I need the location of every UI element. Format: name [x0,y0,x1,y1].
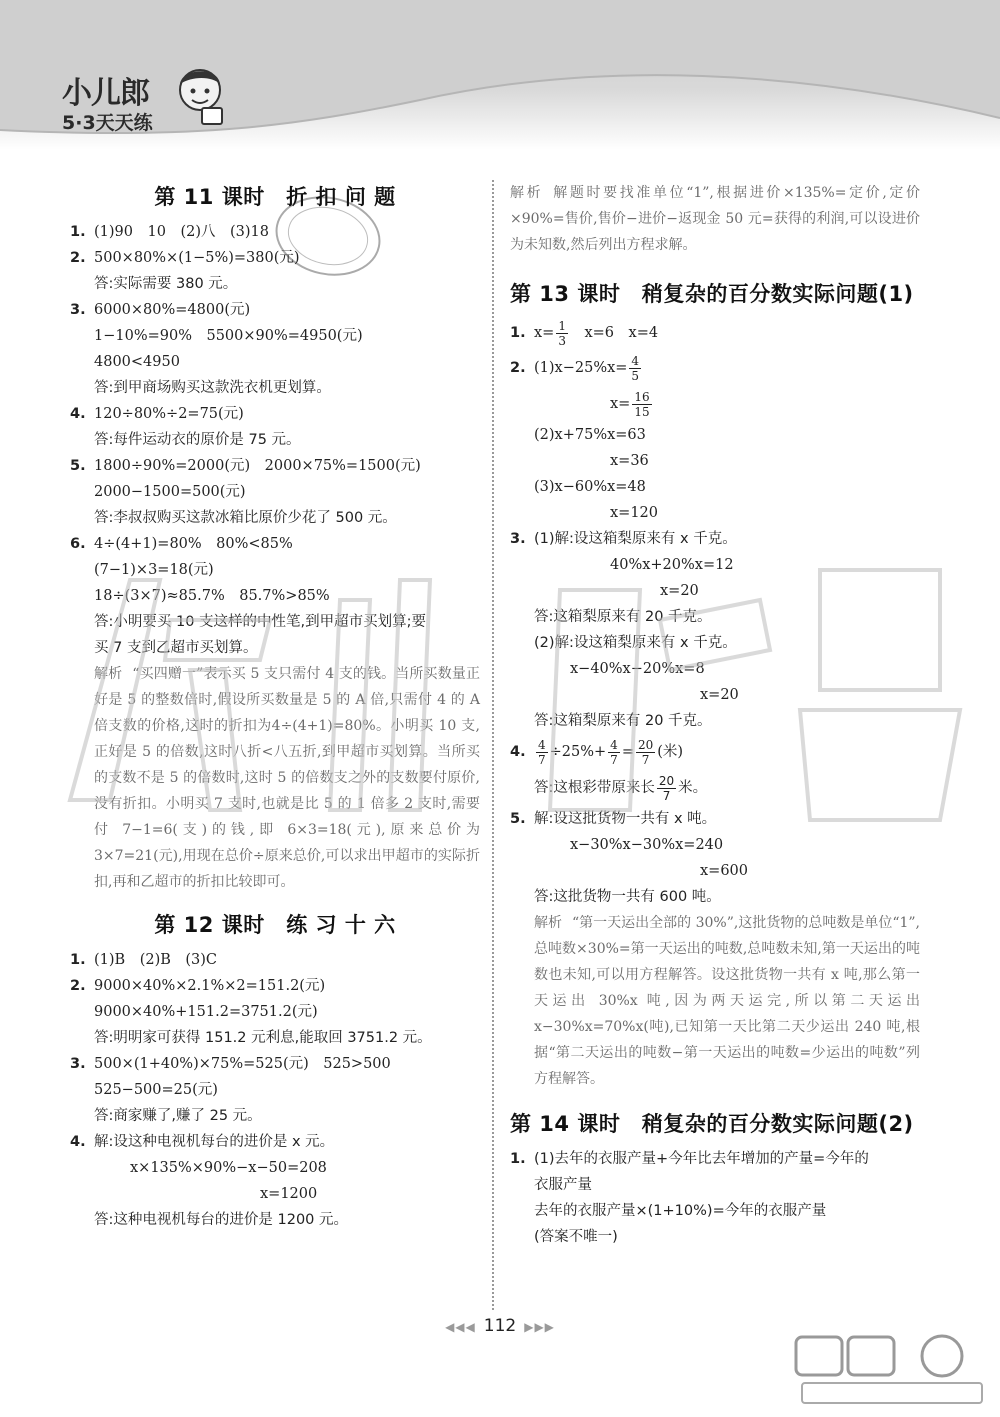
answer-line: 4. 120÷80%÷2=75(元) [70,406,244,422]
answer-line: x=36 [610,453,649,469]
page-number: 112 [483,1316,517,1336]
lesson-13-title: 第 13 课时 稍复杂的百分数实际问题(1) [510,282,914,306]
answer-line: 2. 9000×40%×2.1%×2=151.2(元) [70,978,326,994]
answer-line: 5. 1800÷90%=2000(元) 2000×75%=1500(元) [70,458,421,474]
fraction: $\frac{20}{7}$ [658,773,675,803]
answer-line: x×135%×90%−x−50=208 [130,1160,327,1176]
lesson-12-title: 第 12 课时 练 习 十 六 [154,913,396,937]
site-logo-icon [792,1331,992,1409]
answer-line: 4800<4950 [94,354,180,370]
fraction: $\frac{16}{15}$ [634,389,650,419]
answer-line: (2)x+75%x=63 [534,427,646,443]
fraction: $\frac{1}{3}$ [558,318,566,348]
answer-line: 1−10%=90% 5500×90%=4950(元) [94,328,363,344]
analysis-paragraph: 解析 解题时要找准单位“1”,根据进价×135%=定价,定价×90%=售价,售价−进价−返现金 50 元=获得的利润,可以设进价为未知数,然后列出方程求解。 [510,185,921,253]
answer-line: x=600 [700,863,749,879]
answer-line: 6. 4÷(4+1)=80% 80%<85% [70,536,293,552]
next-arrows-icon: ▶▶▶ [524,1320,555,1334]
answer-line: x= $\frac{16}{15}$ [610,389,650,419]
fraction: $\frac{4}{5}$ [631,353,640,383]
answer-line: 2. 500×80%×(1−5%)=380(元) [70,250,300,266]
answer-line: 答:这根彩带原来长 $\frac{20}{7}$ 米。 [534,773,708,803]
answer-line: 3. 500×(1+40%)×75%=525(元) 525>500 [70,1056,391,1072]
answer-line: 衣服产量 [534,1177,592,1193]
answer-line: (7−1)×3=18(元) [94,562,214,578]
brand-title: 小儿郎 [62,76,149,111]
brand-subtitle: 5·3天天练 [62,112,153,134]
answer-line: 买 7 支到乙超市买划算。 [94,640,258,656]
answer-line: 3. (1)解:设这箱梨原来有 x 千克。 [510,531,737,547]
answer-line: x=20 [700,687,739,703]
answer-line: 答:李叔叔购买这款冰箱比原价少花了 500 元。 [94,510,397,526]
answer-line: 40%x+20%x=12 [610,557,734,573]
answer-line: (2)解:设这箱梨原来有 x 千克。 [534,635,737,651]
answer-line: 答:商家赚了,赚了 25 元。 [94,1108,262,1124]
answer-line: 答:这批货物一共有 600 吨。 [534,889,721,905]
answer-line: 答:明明家可获得 151.2 元利息,能取回 3751.2 元。 [94,1030,432,1046]
answer-line: 2000−1500=500(元) [94,484,246,500]
left-column [70,175,480,1233]
right-column [510,180,920,1250]
answer-line: 4. 解:设这种电视机每台的进价是 x 元。 [70,1134,335,1150]
answer-line: x=120 [610,505,659,521]
answer-line: x=1200 [260,1186,318,1202]
analysis-paragraph: 解析 “买四赠一”表示买 5 支只需付 4 支的钱。当所买数量正好是 5 的整数倍时,假设所买数量是 5 的 A 倍,只需付 4 的 A 倍支数的价格,这时的折扣为4÷(4+1)=80%。小明买 10 支,正好是 5 的倍数,这时八折<八五折,到甲超市买划算。当所买的支数不是 5 的倍数时,这时 5 的倍数支之外的支数要付原价,没有折扣。小明买 7 支时,也就是比 5 的 1 倍多 2 支时,需要付 7−1=6(支)的钱,即 6×3=18(元),原来总价为 3×7=21(元),用现在总价÷原来总价,可以求出甲超市的实际折扣,再和乙超市的折扣比较即可。 [94,666,480,890]
answer-line: 1. (1)B (2)B (3)C [70,952,218,968]
answer-line: 去年的衣服产量×(1+10%)=今年的衣服产量 [534,1203,827,1219]
answer-line: 答:每件运动衣的原价是 75 元。 [94,432,301,448]
mascot-boy-icon [172,62,228,128]
answer-line: (答案不唯一) [534,1229,618,1245]
fraction: $\frac{4}{7}$ [610,737,618,767]
answer-line: 5. 解:设这批货物一共有 x 吨。 [510,811,717,827]
answer-line: x−40%x−20%x=8 [570,661,705,677]
lesson-14-title: 第 14 课时 稍复杂的百分数实际问题(2) [510,1112,914,1136]
answer-line: x−30%x−30%x=240 [570,837,724,853]
answer-line: 答:这箱梨原来有 20 千克。 [534,713,712,729]
answer-line: 9000×40%+151.2=3751.2(元) [94,1004,318,1020]
answer-line: 3. 6000×80%=4800(元) [70,302,251,318]
column-divider [492,180,494,1310]
analysis-paragraph: 解析 “第一天运出全部的 30%”,这批货物的总吨数是单位“1”,总吨数×30%=第一天运出的吨数,总吨数未知,第一天运出的吨数也未知,可以用方程解答。设这批货物一共有 x 吨,那么第一天运出 30%x 吨,因为两天运完,所以第二天运出 x−30%x=70%x(吨),已知第一天比第二天少运出 240 吨,根据“第二天运出的吨数−第一天运出的吨数=少运出的吨数”列方程解答。 [534,915,921,1087]
answer-line: 2. (1)x−25%x= $\frac{4}{5}$ [510,353,640,383]
answer-line: 答:到甲商场购买这款洗衣机更划算。 [94,380,331,396]
answer-line: x=20 [660,583,699,599]
prev-arrows-icon: ◀◀◀ [445,1320,476,1334]
answer-line: 答:这箱梨原来有 20 千克。 [534,609,712,625]
fraction: $\frac{20}{7}$ [637,737,654,767]
answer-line: 4. $\frac{4}{7}$ ÷25%+ $\frac{4}{7}$ = $\frac{20}{7}$ (米) [510,737,684,767]
fraction: $\frac{4}{7}$ [538,737,546,767]
answer-line: 18÷(3×7)≈85.7% 85.7%>85% [94,588,330,604]
answer-line: 525−500=25(元) [94,1082,218,1098]
answer-line: 答:实际需要 380 元。 [94,276,238,292]
answer-line: 答:小明要买 10 支这样的中性笔,到甲超市买划算;要 [94,614,427,630]
answer-line: 答:这种电视机每台的进价是 1200 元。 [94,1212,349,1228]
answer-line: 1. x= $\frac{1}{3}$ x=6 x=4 [510,318,659,348]
answer-line: 1. (1)去年的衣服产量+今年比去年增加的产量=今年的 [510,1151,869,1167]
answer-line: (3)x−60%x=48 [534,479,646,495]
lesson-11-title: 第 11 课时 折 扣 问 题 [154,185,396,209]
answer-line: 1. (1)90 10 (2)八 (3)18 [70,224,269,240]
